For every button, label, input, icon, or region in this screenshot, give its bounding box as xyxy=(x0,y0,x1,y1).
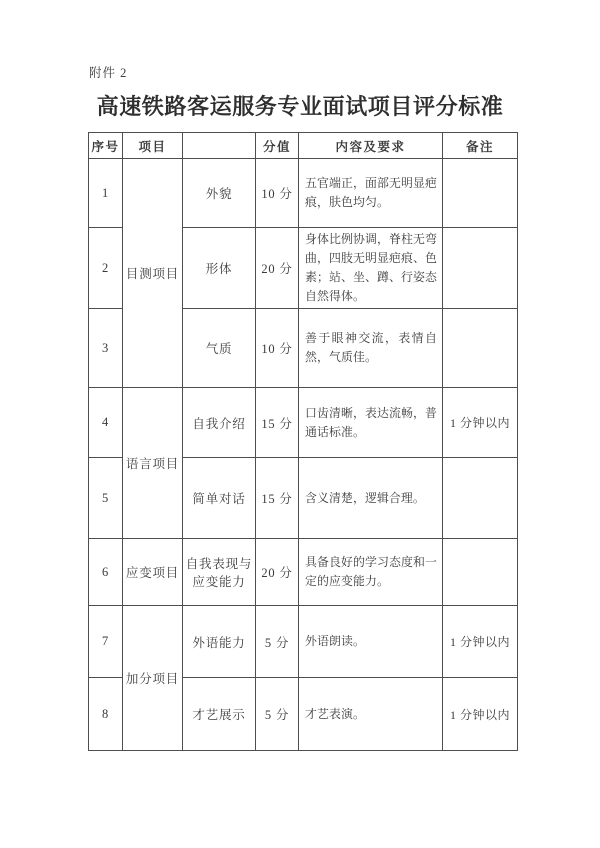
attachment-label: 附件 2 xyxy=(89,66,128,80)
cell-serial-number: 3 xyxy=(89,309,123,388)
cell-content: 身体比例协调，脊柱无弯曲，四肢无明显疤痕、色素；站、坐、蹲、行姿态自然得体。 xyxy=(299,228,443,309)
cell-score: 10 分 xyxy=(256,309,299,388)
header-serial-number: 序号 xyxy=(89,133,123,159)
cell-content: 善于眼神交流，表情自然，气质佳。 xyxy=(299,309,443,388)
cell-content: 才艺表演。 xyxy=(299,678,443,751)
cell-category-adaptability: 应变项目 xyxy=(123,539,183,606)
header-score: 分值 xyxy=(256,133,299,159)
cell-sub-item: 才艺展示 xyxy=(183,678,256,751)
page-title: 高速铁路客运服务专业面试项目评分标准 xyxy=(96,94,504,119)
table-row-1 xyxy=(89,159,518,228)
cell-note: 1 分钟以内 xyxy=(443,606,518,678)
cell-sub-item: 外貌 xyxy=(183,159,256,228)
cell-score: 15 分 xyxy=(256,458,299,539)
cell-score: 15 分 xyxy=(256,388,299,458)
table-header-row xyxy=(89,133,518,159)
cell-serial-number: 6 xyxy=(89,539,123,606)
cell-sub-item: 外语能力 xyxy=(183,606,256,678)
cell-sub-item: 自我介绍 xyxy=(183,388,256,458)
cell-note xyxy=(443,309,518,388)
cell-serial-number: 7 xyxy=(89,606,123,678)
cell-score: 20 分 xyxy=(256,228,299,309)
cell-note xyxy=(443,458,518,539)
table-row-6 xyxy=(89,539,518,606)
cell-note xyxy=(443,228,518,309)
cell-content: 含义清楚，逻辑合理。 xyxy=(299,458,443,539)
cell-score: 20 分 xyxy=(256,539,299,606)
cell-sub-item: 气质 xyxy=(183,309,256,388)
cell-category-visual: 目测项目 xyxy=(123,159,183,388)
header-sub-item xyxy=(183,133,256,159)
cell-note xyxy=(443,159,518,228)
cell-score: 10 分 xyxy=(256,159,299,228)
scoring-table xyxy=(88,132,518,751)
table-row-4 xyxy=(89,388,518,458)
cell-serial-number: 8 xyxy=(89,678,123,751)
cell-sub-item: 形体 xyxy=(183,228,256,309)
cell-content: 具备良好的学习态度和一定的应变能力。 xyxy=(299,539,443,606)
cell-content: 口齿清晰，表达流畅，普通话标准。 xyxy=(299,388,443,458)
cell-serial-number: 4 xyxy=(89,388,123,458)
cell-sub-item: 自我表现与应变能力 xyxy=(183,539,256,606)
cell-sub-item: 简单对话 xyxy=(183,458,256,539)
cell-serial-number: 1 xyxy=(89,159,123,228)
cell-content: 外语朗读。 xyxy=(299,606,443,678)
header-category: 项目 xyxy=(123,133,183,159)
cell-serial-number: 2 xyxy=(89,228,123,309)
cell-note: 1 分钟以内 xyxy=(443,678,518,751)
header-remarks: 备注 xyxy=(443,133,518,159)
cell-score: 5 分 xyxy=(256,678,299,751)
cell-category-language: 语言项目 xyxy=(123,388,183,539)
cell-content: 五官端正，面部无明显疤痕，肤色均匀。 xyxy=(299,159,443,228)
cell-note: 1 分钟以内 xyxy=(443,388,518,458)
header-content-requirements: 内容及要求 xyxy=(299,133,443,159)
cell-serial-number: 5 xyxy=(89,458,123,539)
cell-note xyxy=(443,539,518,606)
table-row-7 xyxy=(89,606,518,678)
cell-score: 5 分 xyxy=(256,606,299,678)
cell-category-bonus: 加分项目 xyxy=(123,606,183,751)
